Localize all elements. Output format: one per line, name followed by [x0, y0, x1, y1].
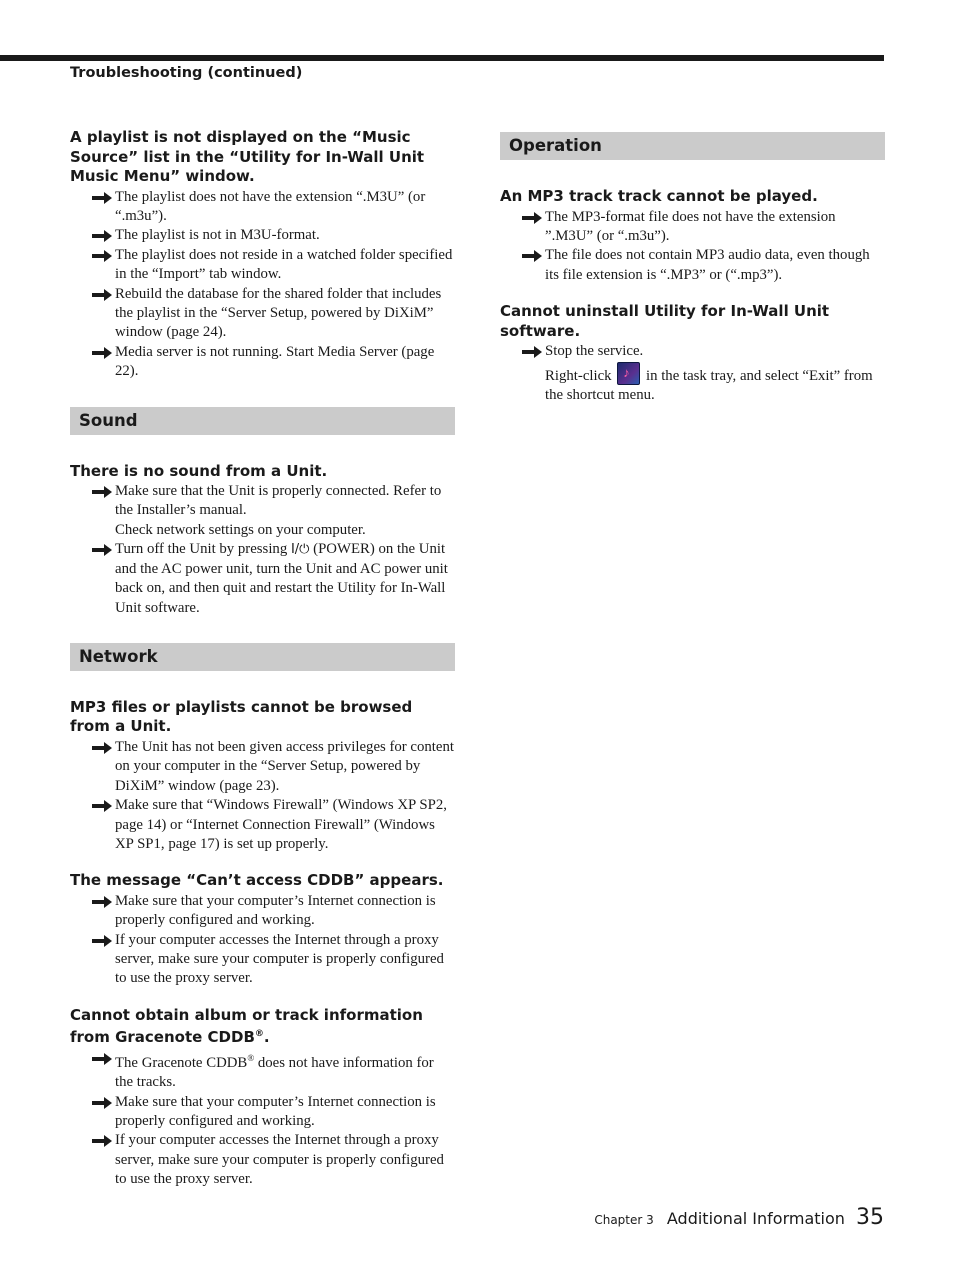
arrow-right-icon [92, 1135, 112, 1147]
arrow-right-icon [92, 935, 112, 947]
list-item: Turn off the Unit by pressing I/⏻ (POWER) on the Unit and the AC power unit, turn the Unit and AC power unit back on, and then quit and restart the Utility for In-Wall Unit software. [70, 540, 455, 618]
list-item: Make sure that “Windows Firewall” (Windows XP SP2, page 14) or “Internet Connection Firewall” (Windows XP SP1, page 17) is set up properly. [70, 796, 455, 854]
arrow-right-icon [92, 896, 112, 908]
bullet-list [70, 188, 455, 382]
list-item: The playlist does not reside in a watched folder specified in the “Import” tab window. [70, 246, 455, 285]
arrow-right-icon [522, 250, 542, 262]
list-item: Rebuild the database for the shared folder that includes the playlist in the “Server Setup, powered by DiXiM” window (page 24). [70, 285, 455, 343]
arrow-right-icon [92, 486, 112, 498]
topic-playlist-not-displayed [70, 128, 455, 382]
footer-section: Additional Information [666, 1209, 845, 1228]
bullet-list [500, 342, 885, 405]
list-item: Stop the service. Right-click ♪ in the task tray, and select “Exit” from the shortcut menu. [500, 342, 885, 405]
topic-title: An MP3 track track cannot be played. [500, 187, 818, 205]
list-item: Make sure that the Unit is properly connected. Refer to the Installer’s manual. Check network settings on your computer. [70, 482, 455, 540]
arrow-right-icon [92, 250, 112, 262]
bullet-list [70, 738, 455, 854]
topic-title: The message “Can’t access CDDB” appears. [70, 871, 444, 890]
list-note: Check network settings on your computer. [115, 521, 366, 538]
topic-title: MP3 files or playlists cannot be browsed from a Unit. [70, 697, 413, 736]
arrow-right-icon [92, 230, 112, 242]
topic-cddb-message [70, 871, 455, 989]
arrow-right-icon [92, 1053, 112, 1065]
topic-title: Cannot obtain album or track information from Gracenote CDDB®. [70, 1005, 423, 1047]
section-heading-network: Network [70, 643, 455, 671]
arrow-right-icon [92, 742, 112, 754]
top-rule [0, 55, 884, 61]
list-item: The Gracenote CDDB® does not have information for the tracks. [70, 1049, 455, 1093]
list-item: Media server is not running. Start Media Server (page 22). [70, 343, 455, 382]
arrow-right-icon [92, 289, 112, 301]
list-note: Right-click ♪ in the task tray, and select “Exit” from the shortcut menu. [545, 362, 885, 406]
power-icon: I/⏻ [290, 542, 310, 558]
left-column [70, 128, 455, 1207]
list-item: If your computer accesses the Internet through a proxy server, make sure your computer is properly configured to use the proxy server. [70, 931, 455, 989]
list-item: Make sure that your computer’s Internet connection is properly configured and working. [70, 1093, 455, 1132]
topic-cannot-browse [70, 698, 455, 854]
topic-gracenote [70, 1006, 455, 1190]
section-heading-operation: Operation [500, 132, 885, 160]
arrow-right-icon [92, 347, 112, 359]
list-item: The playlist does not have the extension “.M3U” (or “.m3u”). [70, 188, 455, 227]
arrow-right-icon [92, 192, 112, 204]
arrow-right-icon [92, 1097, 112, 1109]
page-footer [594, 1205, 884, 1230]
topic-title: A playlist is not displayed on the “Music Source” list in the “Utility for In-Wall Unit Music Menu” window. [70, 128, 425, 185]
bullet-list [70, 482, 455, 618]
topic-mp3-cannot-play [500, 187, 885, 285]
arrow-right-icon [522, 346, 542, 358]
topic-title: There is no sound from a Unit. [70, 461, 328, 480]
music-note-icon: ♪ [617, 362, 640, 385]
list-item: Make sure that your computer’s Internet connection is properly configured and working. [70, 892, 455, 931]
list-item: If your computer accesses the Internet through a proxy server, make sure your computer is properly configured to use the proxy server. [70, 1131, 455, 1189]
topic-no-sound [70, 462, 455, 618]
footer-chapter: Chapter 3 [594, 1213, 654, 1227]
arrow-right-icon [522, 212, 542, 224]
topic-cannot-uninstall [500, 302, 885, 405]
right-column [500, 128, 885, 422]
bullet-list [70, 892, 455, 989]
page-number: 35 [856, 1205, 884, 1230]
bullet-list [70, 1049, 455, 1190]
arrow-right-icon [92, 544, 112, 556]
list-item: The Unit has not been given access privileges for content on your computer in the “Server Setup, powered by DiXiM” window (page 23). [70, 738, 455, 796]
section-heading-sound: Sound [70, 407, 455, 435]
list-item: The MP3-format file does not have the extension ”.M3U” (or “.m3u”). [500, 208, 885, 247]
arrow-right-icon [92, 800, 112, 812]
list-item: The file does not contain MP3 audio data, even though its file extension is “.MP3” or (“.mp3”). [500, 246, 885, 285]
list-item: The playlist is not in M3U-format. [70, 226, 455, 245]
topic-title: Cannot uninstall Utility for In-Wall Unit software. [500, 302, 830, 340]
running-head: Troubleshooting (continued) [70, 65, 303, 81]
bullet-list [500, 208, 885, 286]
